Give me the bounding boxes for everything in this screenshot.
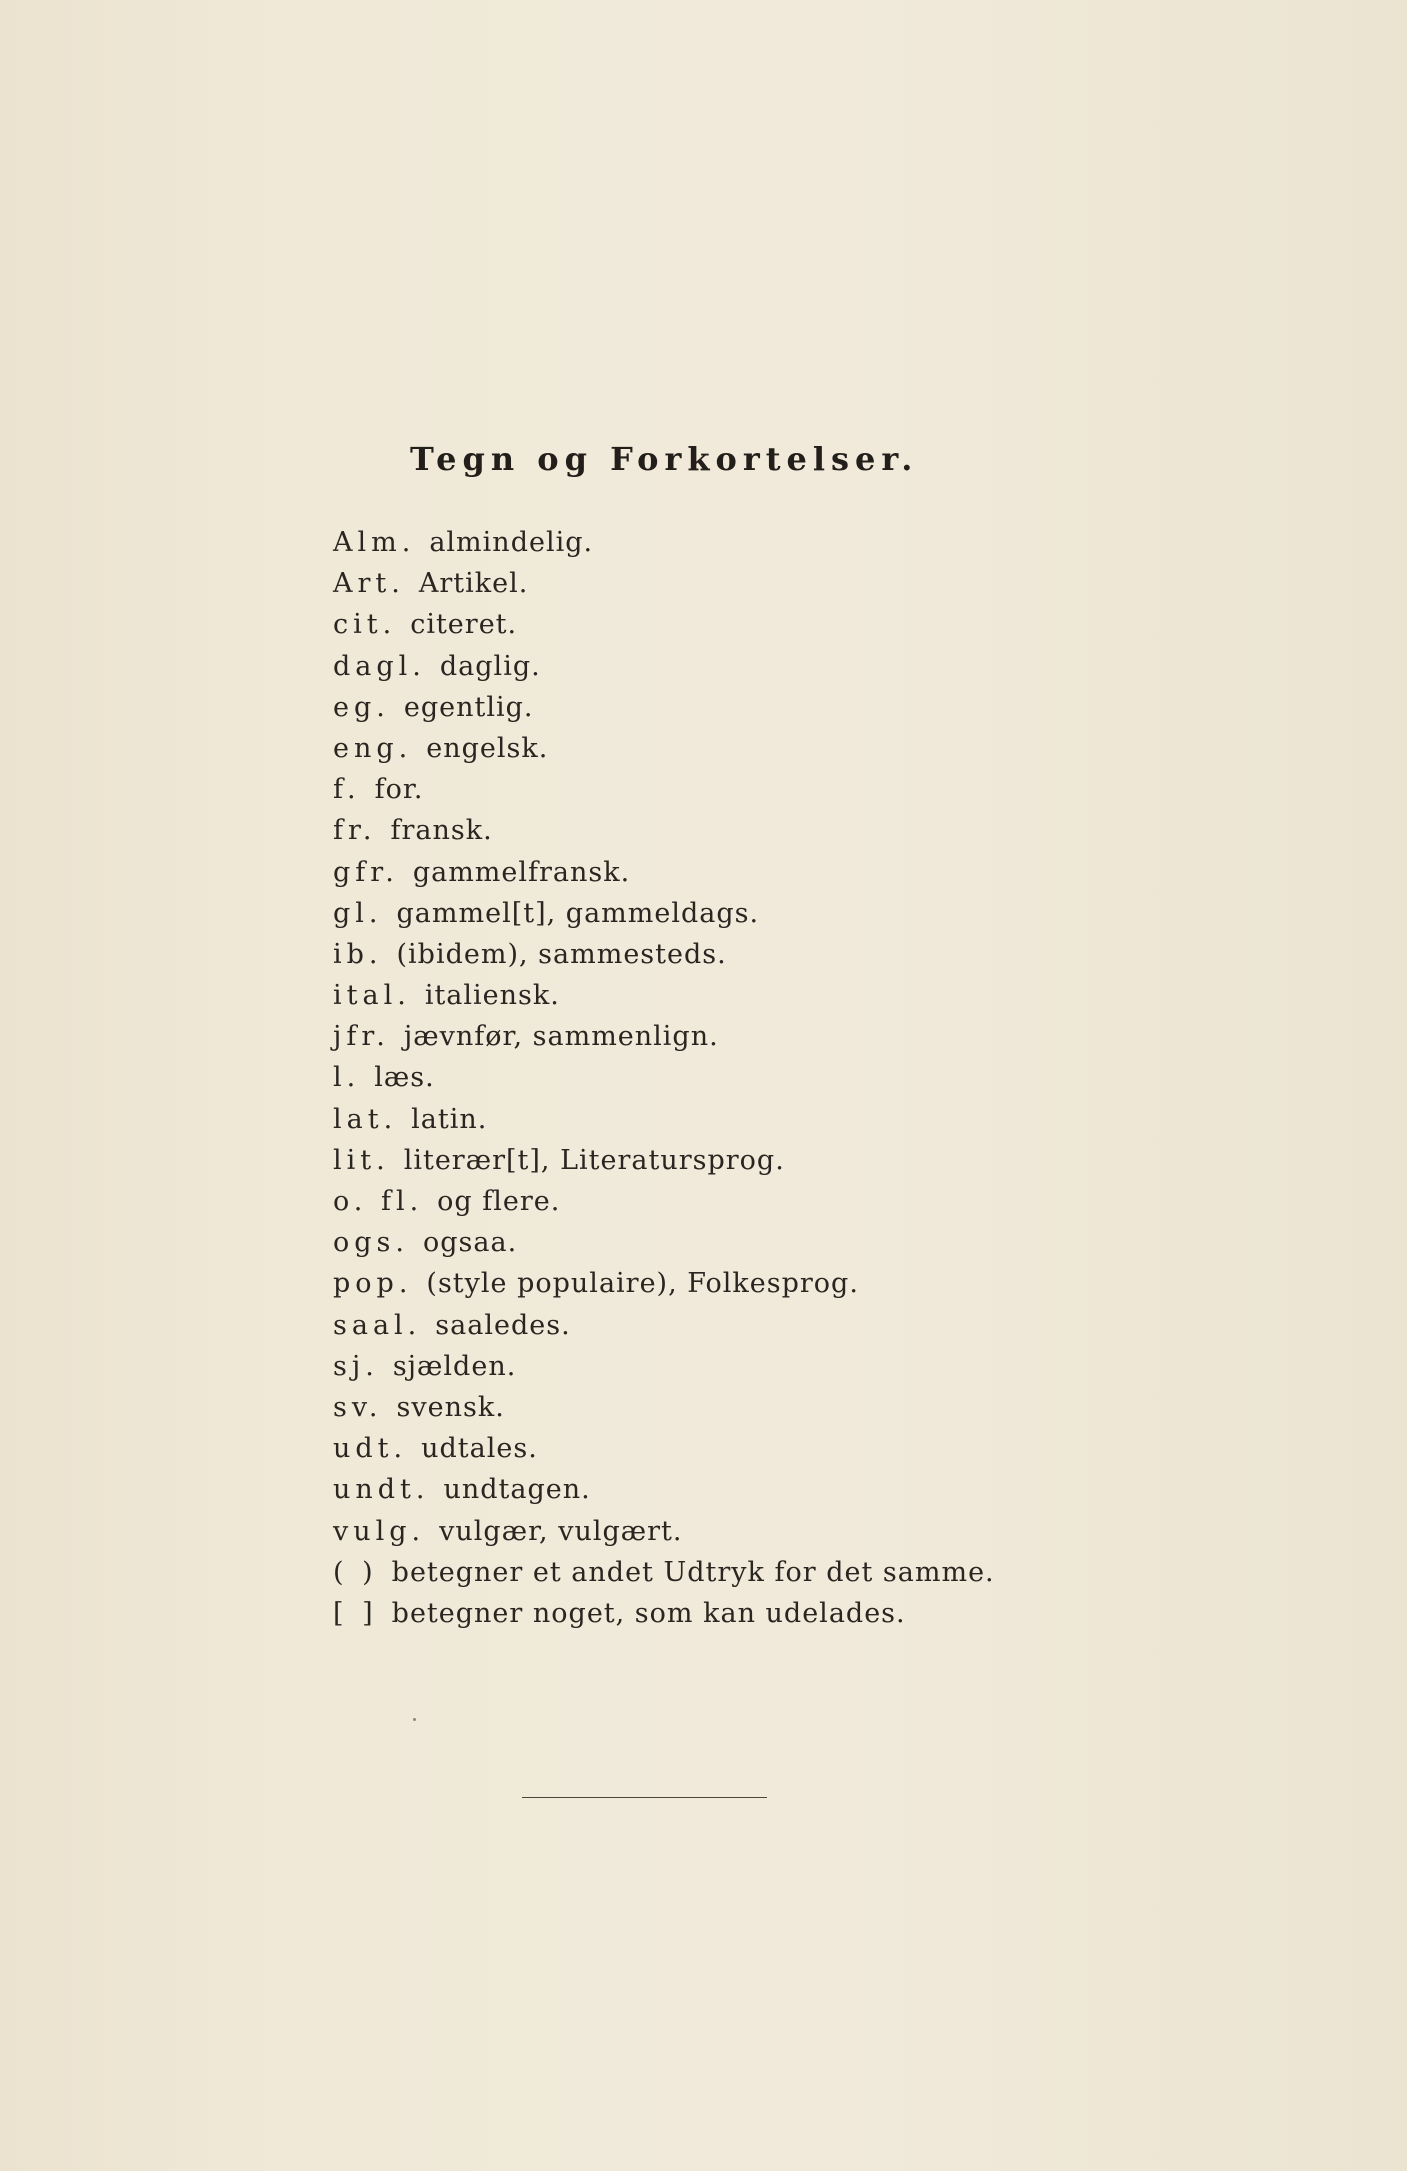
abbreviation-meaning: betegner et andet Udtryk for det samme.: [391, 1556, 995, 1588]
list-item: [333, 728, 1333, 769]
paper-speck: [413, 1718, 416, 1721]
list-item: [333, 1016, 1333, 1057]
abbreviation-meaning: daglig.: [439, 650, 541, 682]
list-item: [333, 934, 1333, 975]
list-item: [333, 1469, 1333, 1510]
abbreviation: lit.: [333, 1144, 390, 1176]
list-item: [333, 1552, 1333, 1593]
abbreviation-meaning: betegner noget, som kan udelades.: [391, 1597, 906, 1629]
abbreviation-meaning: citeret.: [410, 609, 518, 641]
abbreviation: lat.: [333, 1103, 398, 1135]
abbreviation: eng.: [333, 732, 413, 764]
abbreviation-meaning: udtales.: [421, 1433, 538, 1465]
list-item: [333, 769, 1333, 810]
list-item: [333, 646, 1333, 687]
abbreviation: f.: [333, 774, 361, 806]
list-item: [333, 1263, 1333, 1304]
abbreviation: jfr.: [333, 1021, 390, 1053]
abbreviation: vulg.: [333, 1515, 426, 1547]
list-item: [333, 1140, 1333, 1181]
abbreviation-meaning: (ibidem), sammesteds.: [396, 938, 727, 970]
abbreviation: sv.: [333, 1391, 383, 1423]
abbreviation: Alm.: [333, 527, 416, 558]
abbreviation: cit.: [333, 609, 397, 641]
abbreviation: ( ): [333, 1556, 378, 1588]
list-item: [333, 1181, 1333, 1222]
abbreviation-meaning: gammel[t], gammeldags.: [396, 897, 760, 929]
abbreviation-meaning: engelsk.: [426, 732, 549, 764]
abbreviation: Art.: [333, 568, 405, 600]
abbreviation-meaning: for.: [374, 774, 424, 806]
abbreviation-meaning: læs.: [374, 1062, 435, 1094]
list-item: [333, 1099, 1333, 1140]
list-item: [333, 604, 1333, 645]
abbreviation: o. fl.: [333, 1186, 424, 1217]
abbreviation: undt.: [333, 1474, 430, 1506]
list-item: [333, 1428, 1333, 1469]
abbreviation-meaning: gammelfransk.: [412, 856, 631, 888]
abbreviation-list: [333, 522, 1333, 1634]
abbreviation: gl.: [333, 897, 383, 929]
abbreviation-meaning: ogsaa.: [422, 1227, 518, 1259]
list-item: [333, 810, 1333, 851]
list-item: [333, 522, 1333, 563]
abbreviation-meaning: sjælden.: [392, 1350, 517, 1382]
abbreviation: fr.: [333, 815, 377, 847]
abbreviation: ital.: [333, 980, 411, 1012]
abbreviation: eg.: [333, 691, 390, 723]
list-item: [333, 1511, 1333, 1552]
end-rule: [522, 1797, 767, 1798]
abbreviation-meaning: saaledes.: [435, 1309, 571, 1341]
abbreviation-meaning: svensk.: [396, 1391, 505, 1423]
list-item: [333, 852, 1333, 893]
list-item: [333, 1593, 1333, 1634]
abbreviation: pop.: [333, 1268, 413, 1300]
list-item: [333, 1057, 1333, 1098]
abbreviation: dagl.: [333, 650, 426, 682]
list-item: [333, 1346, 1333, 1387]
abbreviation-meaning: vulgær, vulgært.: [439, 1515, 683, 1547]
page-title: Tegn og Forkortelser.: [410, 440, 919, 478]
abbreviation: saal.: [333, 1309, 422, 1341]
abbreviation: gfr.: [333, 856, 399, 888]
abbreviation: [ ]: [333, 1597, 378, 1629]
abbreviation-meaning: literær[t], Literatursprog.: [403, 1144, 785, 1176]
list-item: [333, 1387, 1333, 1428]
abbreviation-meaning: italiensk.: [424, 980, 560, 1012]
abbreviation-meaning: og flere.: [437, 1186, 561, 1217]
abbreviation-meaning: jævnfør, sammenlign.: [403, 1021, 719, 1053]
list-item: [333, 893, 1333, 934]
abbreviation-meaning: undtagen.: [443, 1474, 591, 1506]
abbreviation: ogs.: [333, 1227, 409, 1259]
abbreviation: l.: [333, 1062, 361, 1094]
abbreviation: udt.: [333, 1433, 408, 1465]
list-item: [333, 1222, 1333, 1263]
abbreviation-meaning: Artikel.: [418, 568, 529, 600]
abbreviation: ib.: [333, 938, 383, 970]
abbreviation-meaning: latin.: [411, 1103, 488, 1135]
abbreviation: sj.: [333, 1350, 379, 1382]
abbreviation-meaning: egentlig.: [403, 691, 534, 723]
abbreviation-meaning: (style populaire), Folkesprog.: [426, 1268, 859, 1300]
list-item: [333, 563, 1333, 604]
abbreviation-meaning: almindelig.: [429, 527, 594, 558]
abbreviation-meaning: fransk.: [390, 815, 493, 847]
list-item: [333, 687, 1333, 728]
list-item: [333, 1305, 1333, 1346]
list-item: [333, 975, 1333, 1016]
